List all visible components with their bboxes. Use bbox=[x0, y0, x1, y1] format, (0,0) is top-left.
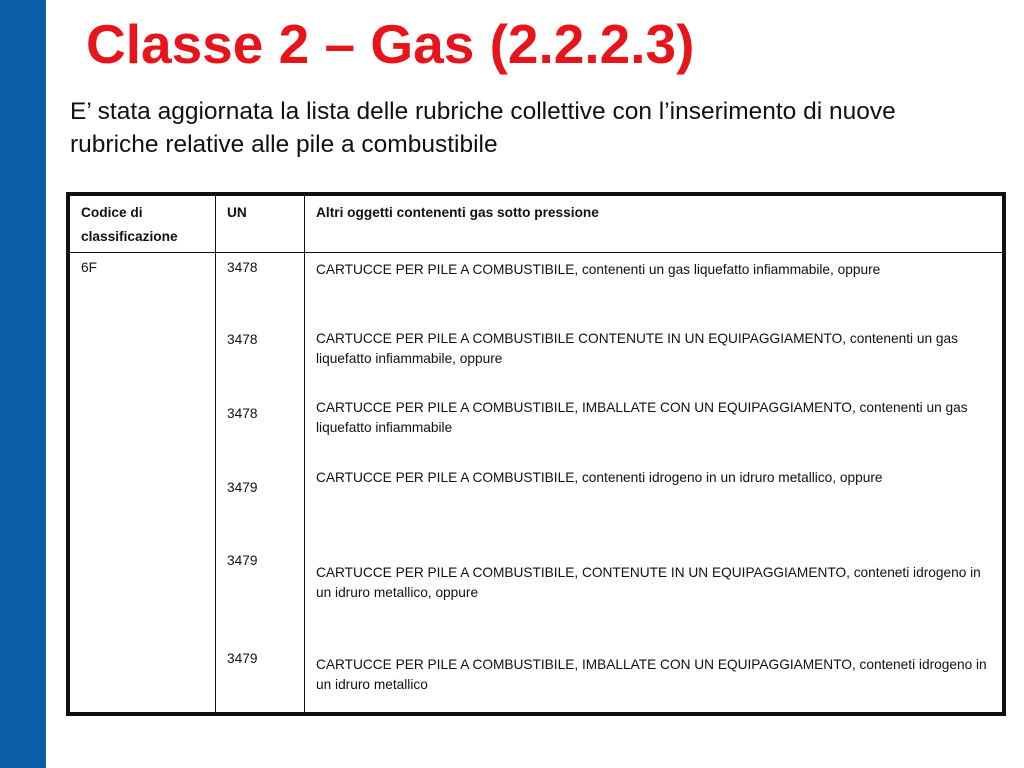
description-entry: CARTUCCE PER PILE A COMBUSTIBILE, IMBALLATE CON UN EQUIPAGGIAMENTO, conteneti idrogeno in un idruro metallico bbox=[316, 657, 987, 692]
header-code: Codice di classificazione bbox=[70, 196, 216, 253]
classification-table bbox=[66, 192, 1006, 716]
description-entry: CARTUCCE PER PILE A COMBUSTIBILE CONTENUTE IN UN EQUIPAGGIAMENTO, contenenti un gas liquefatto infiammabile, oppure bbox=[316, 331, 958, 366]
description-entry: CARTUCCE PER PILE A COMBUSTIBILE, contenenti idrogeno in un idruro metallico, oppure bbox=[316, 470, 883, 485]
description-entry: CARTUCCE PER PILE A COMBUSTIBILE, IMBALLATE CON UN EQUIPAGGIAMENTO, contenenti un gas liquefatto infiammabile bbox=[316, 400, 968, 435]
side-bar bbox=[0, 0, 46, 768]
description-entry: CARTUCCE PER PILE A COMBUSTIBILE, contenenti un gas liquefatto infiammabile, oppure bbox=[316, 262, 881, 277]
un-number: 3478 bbox=[227, 332, 258, 347]
un-number: 3478 bbox=[227, 406, 258, 421]
description-entry: CARTUCCE PER PILE A COMBUSTIBILE, CONTENUTE IN UN EQUIPAGGIAMENTO, conteneti idrogeno in un idruro metallico, oppure bbox=[316, 565, 981, 600]
cell-un-list bbox=[216, 253, 305, 713]
intro-text: E’ stata aggiornata la lista delle rubriche collettive con l’inserimento di nuove rubriche relative alle pile a combustibile bbox=[70, 98, 896, 158]
un-number: 3478 bbox=[227, 260, 258, 275]
table-header-row bbox=[70, 196, 1003, 253]
un-number: 3479 bbox=[227, 651, 258, 666]
cell-code: 6F bbox=[70, 253, 216, 713]
header-description: Altri oggetti contenenti gas sotto pressione bbox=[305, 196, 1003, 253]
slide-title: Classe 2 – Gas (2.2.2.3) bbox=[86, 13, 695, 75]
header-un: UN bbox=[216, 196, 305, 253]
table-row bbox=[70, 253, 1003, 713]
cell-description-list bbox=[305, 253, 1003, 713]
un-number: 3479 bbox=[227, 480, 258, 495]
un-number: 3479 bbox=[227, 553, 258, 568]
